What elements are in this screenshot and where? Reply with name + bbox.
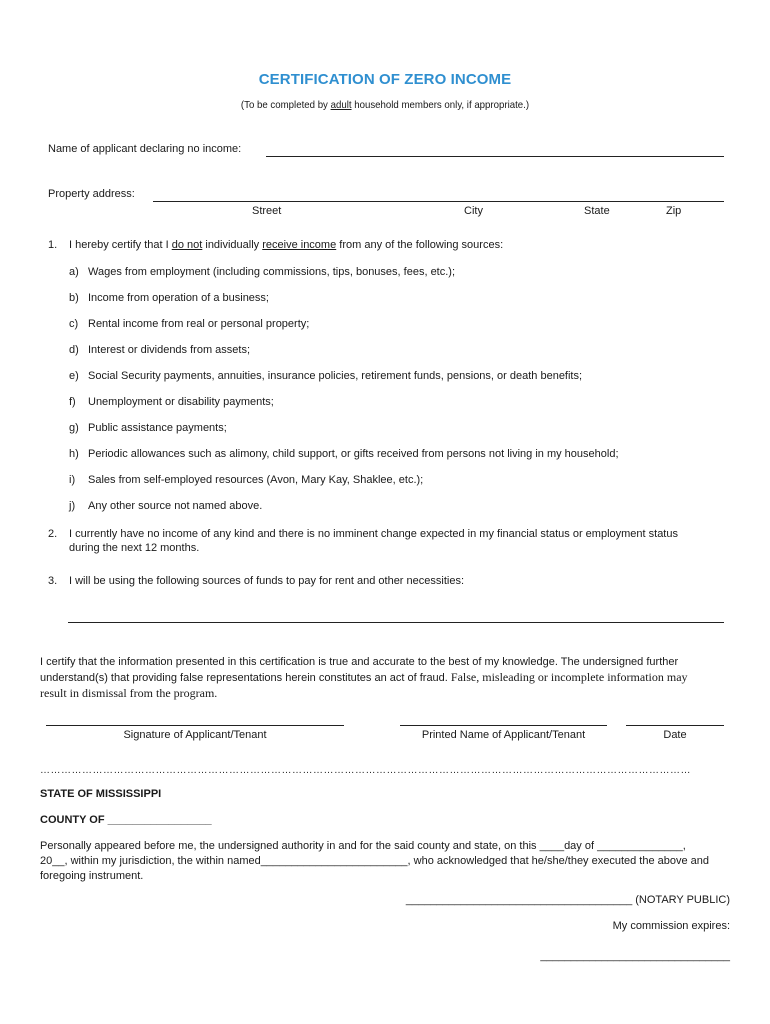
source-text: Income from operation of a business;: [88, 292, 269, 304]
item-2-number: 2.: [48, 528, 58, 540]
state-caption: State: [584, 205, 610, 217]
signature-caption: Signature of Applicant/Tenant: [123, 729, 267, 741]
printed-name-caption: Printed Name of Applicant/Tenant: [421, 729, 586, 741]
certification-line-2b: False, misleading or incomplete information may: [450, 670, 688, 684]
item-3-text: I will be using the following sources of funds to pay for rent and other necessities:: [69, 575, 464, 587]
section-divider: ……………………………………………………………………………………………………………………………………………………………………: [40, 765, 691, 776]
state-heading: STATE OF MISSISSIPPI: [40, 788, 162, 800]
city-caption: City: [464, 205, 483, 217]
subtitle-adult: adult: [330, 99, 352, 111]
source-letter: c): [69, 318, 79, 330]
source-letter: b): [69, 292, 79, 304]
certification-line-1: I certify that the information presented in this certification is true and accurate to the best of my knowledge. The undersigned further: [40, 656, 679, 668]
certification-line-2a: understand(s) that providing false representations herein constitutes an act of fraud.: [40, 672, 451, 684]
source-text: Interest or dividends from assets;: [88, 344, 251, 356]
notary-line-1: Personally appeared before me, the undersigned authority in and for the said county and state, on this ____day of ______________,: [40, 840, 686, 852]
source-letter: g): [69, 422, 79, 434]
item-2-line-1: I currently have no income of any kind and there is no imminent change expected in my financial status or employment status: [69, 528, 678, 540]
item-1-middle: individually: [202, 239, 263, 251]
source-letter: f): [69, 396, 76, 408]
certification-statement: [40, 655, 730, 701]
certification-line-2: [40, 670, 730, 686]
item-2-line-2: during the next 12 months.: [69, 542, 200, 554]
source-letter: i): [69, 474, 76, 486]
applicant-name-field[interactable]: [266, 156, 724, 157]
notary-line-2: 20__, within my jurisdiction, the within named________________________, who acknowledged that he/she/they executed the above and: [40, 855, 710, 867]
applicant-name-label: Name of applicant declaring no income:: [48, 143, 242, 155]
certification-line-3: result in dismissal from the program.: [40, 686, 218, 700]
document-title: CERTIFICATION OF ZERO INCOME: [258, 71, 512, 88]
date-field[interactable]: [626, 725, 724, 726]
item-1-after: from any of the following sources:: [336, 239, 504, 251]
source-text: Social Security payments, annuities, insurance policies, retirement funds, pensions, or death benefits;: [88, 370, 583, 382]
street-caption: Street: [252, 205, 282, 217]
commission-expires-label: My commission expires:: [612, 920, 730, 932]
notary-line-3: foregoing instrument.: [40, 870, 144, 882]
source-text: Sales from self-employed resources (Avon, Mary Kay, Shaklee, etc.);: [88, 474, 424, 486]
subtitle-after: household members only, if appropriate.): [351, 99, 530, 111]
source-text: Public assistance payments;: [88, 422, 227, 434]
source-text: Any other source not named above.: [88, 500, 263, 512]
document-subtitle: [31, 99, 739, 111]
source-letter: h): [69, 448, 79, 460]
source-letter: a): [69, 266, 79, 278]
source-letter: d): [69, 344, 79, 356]
zip-caption: Zip: [666, 205, 682, 217]
subtitle-before: (To be completed by: [240, 99, 331, 111]
signature-field[interactable]: [46, 725, 344, 726]
printed-name-field[interactable]: [400, 725, 607, 726]
notary-paragraph: [40, 839, 730, 884]
item-1-do-not: do not: [171, 239, 203, 251]
property-address-field[interactable]: [153, 201, 724, 202]
date-caption: Date: [663, 729, 687, 741]
funds-sources-field[interactable]: [68, 622, 724, 623]
item-1-before: I hereby certify that I: [69, 239, 172, 251]
commission-expires-field[interactable]: _______________________________: [540, 950, 730, 962]
property-address-label: Property address:: [48, 188, 135, 200]
notary-public-line: _____________________________________ (NOTARY PUBLIC): [405, 894, 730, 906]
source-text: Unemployment or disability payments;: [88, 396, 274, 408]
item-1-number: 1.: [48, 239, 58, 251]
source-text: Rental income from real or personal property;: [88, 318, 310, 330]
county-heading: COUNTY OF _________________: [40, 814, 212, 826]
source-text: Wages from employment (including commissions, tips, bonuses, fees, etc.);: [88, 266, 456, 278]
source-text: Periodic allowances such as alimony, child support, or gifts received from persons not living in my household;: [88, 448, 619, 460]
item-1-receive-income: receive income: [262, 239, 337, 251]
item-3-number: 3.: [48, 575, 58, 587]
source-letter: j): [69, 500, 76, 512]
source-letter: e): [69, 370, 79, 382]
item-1-text: [69, 239, 503, 251]
